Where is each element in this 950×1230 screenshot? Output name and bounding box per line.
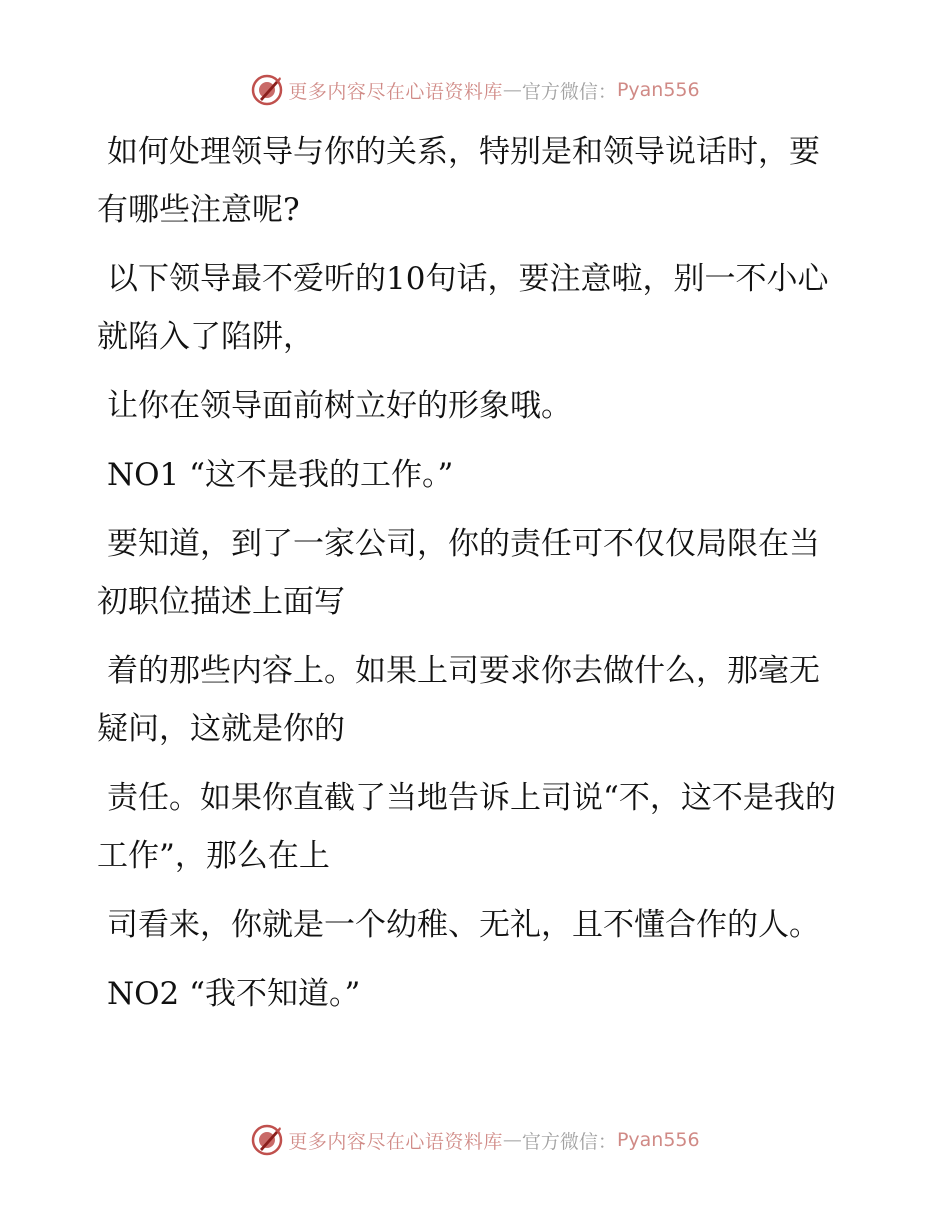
paragraph: 责任。如果你直截了当地告诉上司说“不，这不是我的工作”，那么在上 xyxy=(97,780,836,874)
watermark-separator: — xyxy=(502,79,522,101)
section-heading-no1: NO1 “这不是我的工作。” xyxy=(107,457,454,493)
paragraph: 让你在领导面前树立好的形象哦。 xyxy=(107,388,572,424)
paragraph: 如何处理领导与你的关系，特别是和领导说话时，要有哪些注意呢? xyxy=(97,134,820,228)
watermark-wechat-label: 官方微信： xyxy=(521,1130,617,1153)
article-body xyxy=(97,123,845,1034)
footer-watermark xyxy=(0,1120,950,1160)
watermark-separator: — xyxy=(502,1129,522,1151)
header-watermark xyxy=(0,70,950,110)
pen-logo-icon xyxy=(250,1123,284,1157)
pen-logo-icon xyxy=(250,73,284,107)
paragraph: 司看来，你就是一个幼稚、无礼，且不懂合作的人。 xyxy=(107,907,820,943)
watermark-wechat-label: 官方微信： xyxy=(521,80,617,103)
paragraph: 要知道，到了一家公司，你的责任可不仅仅局限在当初职位描述上面写 xyxy=(97,526,820,620)
watermark-site-text: 更多内容尽在心语资料库 xyxy=(288,1130,503,1153)
paragraph: 以下领导最不爱听的10句话，要注意啦，别一不小心就陷入了陷阱， xyxy=(97,261,829,355)
watermark-wechat-id: Pyan556 xyxy=(616,1129,700,1151)
watermark-site-text: 更多内容尽在心语资料库 xyxy=(288,80,503,103)
section-heading-no2: NO2 “我不知道。” xyxy=(107,976,361,1012)
watermark-wechat-id: Pyan556 xyxy=(616,79,700,101)
paragraph: 着的那些内容上。如果上司要求你去做什么，那毫无疑问，这就是你的 xyxy=(97,653,820,747)
